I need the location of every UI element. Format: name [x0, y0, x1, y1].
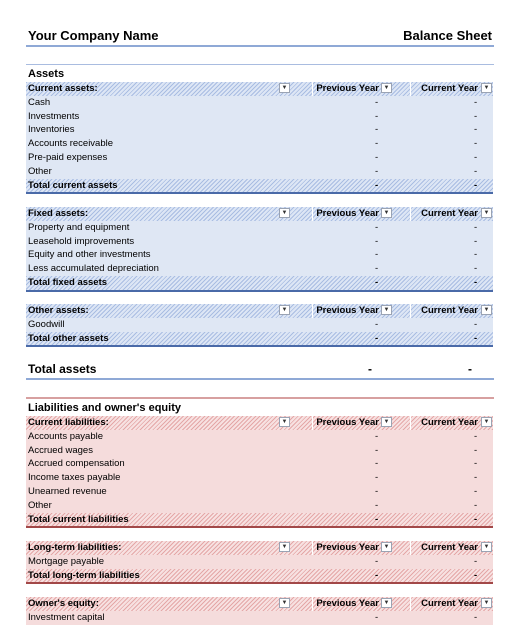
table-row	[26, 499, 493, 513]
previous-year-header-label: Previous Year	[316, 83, 379, 94]
previous-year-dropdown-icon[interactable]: ▼	[381, 305, 392, 315]
row-label[interactable]: Mortgage payable	[28, 555, 105, 567]
assets-section-title: Assets	[28, 68, 65, 80]
previous-year-cell[interactable]: -	[375, 458, 379, 470]
current-year-cell[interactable]: -	[474, 611, 478, 623]
row-label[interactable]: Other	[28, 165, 52, 177]
long-term-liabilities-table	[26, 541, 493, 584]
current-year-dropdown-icon[interactable]: ▼	[481, 542, 492, 552]
current-year-cell[interactable]: -	[474, 235, 478, 247]
column-filter-dropdown-icon[interactable]: ▼	[279, 208, 290, 218]
table-row	[26, 430, 493, 444]
table-row	[26, 137, 493, 151]
current-year-cell[interactable]: -	[474, 221, 478, 233]
previous-year-header-label: Previous Year	[316, 542, 379, 553]
table-row	[26, 485, 493, 499]
column-filter-dropdown-icon[interactable]: ▼	[279, 417, 290, 427]
row-label[interactable]: Investments	[28, 110, 80, 122]
table-row	[26, 248, 493, 262]
total-assets-previous[interactable]: -	[368, 362, 372, 376]
header-divider	[26, 45, 494, 47]
previous-year-header-label: Previous Year	[316, 305, 379, 316]
previous-year-dropdown-icon[interactable]: ▼	[381, 542, 392, 552]
row-label[interactable]: Other	[28, 499, 52, 511]
sheet-title[interactable]: Balance Sheet	[403, 28, 492, 43]
total-assets-row	[28, 360, 492, 378]
current-year-total-cell[interactable]: -	[474, 179, 478, 191]
current-year-total-cell[interactable]: -	[474, 276, 478, 288]
table-row	[26, 165, 493, 179]
table-row	[26, 221, 493, 235]
row-label[interactable]: Property and equipment	[28, 221, 130, 233]
current-year-header-label: Current Year	[421, 208, 478, 219]
current-year-dropdown-icon[interactable]: ▼	[481, 598, 492, 608]
row-label[interactable]: Income taxes payable	[28, 472, 121, 484]
previous-year-cell[interactable]: -	[375, 138, 379, 150]
owners-equity-table	[26, 597, 493, 625]
column-filter-dropdown-icon[interactable]: ▼	[279, 598, 290, 608]
previous-year-total-cell[interactable]: -	[375, 179, 379, 191]
current-year-header-label: Current Year	[421, 83, 478, 94]
table-row	[26, 611, 493, 625]
current-year-dropdown-icon[interactable]: ▼	[481, 417, 492, 427]
long-term-liabilities-total-label[interactable]: Total long-term liabilities	[28, 569, 140, 581]
current-year-cell[interactable]: -	[474, 499, 478, 511]
current-assets-total-row	[26, 179, 493, 195]
previous-year-cell[interactable]: -	[375, 221, 379, 233]
previous-year-dropdown-icon[interactable]: ▼	[381, 83, 392, 93]
table-row	[26, 444, 493, 458]
previous-year-cell[interactable]: -	[375, 96, 379, 108]
previous-year-dropdown-icon[interactable]: ▼	[381, 208, 392, 218]
owners-equity-header-row	[26, 597, 493, 611]
current-year-cell[interactable]: -	[474, 472, 478, 484]
previous-year-cell[interactable]: -	[375, 430, 379, 442]
table-row	[26, 123, 493, 137]
previous-year-cell[interactable]: -	[375, 124, 379, 136]
liabilities-top-divider	[26, 397, 494, 399]
row-label[interactable]: Accrued wages	[28, 444, 93, 456]
row-label[interactable]: Unearned revenue	[28, 485, 107, 497]
current-year-dropdown-icon[interactable]: ▼	[481, 208, 492, 218]
previous-year-total-cell[interactable]: -	[375, 332, 379, 344]
previous-year-cell[interactable]: -	[375, 318, 379, 330]
previous-year-cell[interactable]: -	[375, 499, 379, 511]
column-filter-dropdown-icon[interactable]: ▼	[279, 305, 290, 315]
previous-year-cell[interactable]: -	[375, 110, 379, 122]
row-label[interactable]: Less accumulated depreciation	[28, 263, 159, 275]
row-label[interactable]: Cash	[28, 96, 51, 108]
current-year-dropdown-icon[interactable]: ▼	[481, 305, 492, 315]
previous-year-cell[interactable]: -	[375, 485, 379, 497]
fixed-assets-total-label[interactable]: Total fixed assets	[28, 276, 108, 288]
previous-year-cell[interactable]: -	[375, 151, 379, 163]
row-label[interactable]: Accounts payable	[28, 430, 103, 442]
current-year-cell[interactable]: -	[474, 458, 478, 470]
table-row	[26, 457, 493, 471]
previous-year-cell[interactable]: -	[375, 472, 379, 484]
current-year-cell[interactable]: -	[474, 485, 478, 497]
current-year-cell[interactable]: -	[474, 430, 478, 442]
current-year-cell[interactable]: -	[474, 249, 478, 261]
row-label[interactable]: Inventories	[28, 124, 75, 136]
current-assets-total-label[interactable]: Total current assets	[28, 179, 118, 191]
current-year-header-label: Current Year	[421, 598, 478, 609]
current-liabilities-total-row	[26, 513, 493, 529]
row-label[interactable]: Investment capital	[28, 611, 105, 623]
row-label[interactable]: Pre-paid expenses	[28, 151, 108, 163]
page-header	[28, 24, 492, 46]
previous-year-header-label: Previous Year	[316, 208, 379, 219]
table-row	[26, 262, 493, 276]
previous-year-total-cell[interactable]: -	[375, 513, 379, 525]
current-year-header-label: Current Year	[421, 542, 478, 553]
current-year-cell[interactable]: -	[474, 444, 478, 456]
current-year-cell[interactable]: -	[474, 124, 478, 136]
other-assets-total-row	[26, 332, 493, 348]
fixed-assets-table	[26, 207, 493, 292]
company-name[interactable]: Your Company Name	[28, 28, 159, 43]
current-year-cell[interactable]: -	[474, 151, 478, 163]
row-label[interactable]: Equity and other investments	[28, 249, 151, 261]
long-term-liabilities-header-label: Long-term liabilities:	[28, 542, 122, 553]
other-assets-table	[26, 304, 493, 347]
current-year-total-cell[interactable]: -	[474, 513, 478, 525]
current-liabilities-total-label[interactable]: Total current liabilities	[28, 513, 129, 525]
row-label[interactable]: Goodwill	[28, 318, 65, 330]
long-term-liabilities-total-row	[26, 569, 493, 585]
assets-top-divider	[26, 64, 494, 65]
previous-year-total-cell[interactable]: -	[375, 276, 379, 288]
total-assets-label: Total assets	[28, 362, 97, 376]
other-assets-header-label: Other assets:	[28, 305, 89, 316]
current-year-header-label: Current Year	[421, 305, 478, 316]
previous-year-cell[interactable]: -	[375, 555, 379, 567]
current-year-cell[interactable]: -	[474, 555, 478, 567]
previous-year-cell[interactable]: -	[375, 249, 379, 261]
current-year-cell[interactable]: -	[474, 138, 478, 150]
current-year-cell[interactable]: -	[474, 110, 478, 122]
column-filter-dropdown-icon[interactable]: ▼	[279, 542, 290, 552]
liabilities-section-title: Liabilities and owner's equity	[28, 402, 181, 414]
current-year-cell[interactable]: -	[474, 165, 478, 177]
current-year-cell[interactable]: -	[474, 263, 478, 275]
previous-year-total-cell[interactable]: -	[375, 569, 379, 581]
current-year-total-cell[interactable]: -	[474, 332, 478, 344]
table-row	[26, 555, 493, 569]
fixed-assets-total-row	[26, 276, 493, 292]
table-row	[26, 110, 493, 124]
previous-year-cell[interactable]: -	[375, 165, 379, 177]
current-year-cell[interactable]: -	[474, 96, 478, 108]
total-assets-current[interactable]: -	[468, 362, 472, 376]
table-row	[26, 151, 493, 165]
previous-year-cell[interactable]: -	[375, 444, 379, 456]
total-assets-divider	[26, 378, 494, 380]
previous-year-cell[interactable]: -	[375, 235, 379, 247]
row-label[interactable]: Accrued compensation	[28, 458, 125, 470]
table-row	[26, 471, 493, 485]
row-label[interactable]: Leasehold improvements	[28, 235, 135, 247]
fixed-assets-header-row	[26, 207, 493, 221]
table-row	[26, 96, 493, 110]
other-assets-header-row	[26, 304, 493, 318]
current-liabilities-header-row	[26, 416, 493, 430]
table-row	[26, 318, 493, 332]
previous-year-header-label: Previous Year	[316, 417, 379, 428]
other-assets-total-label[interactable]: Total other assets	[28, 332, 109, 344]
long-term-liabilities-header-row	[26, 541, 493, 555]
current-year-header-label: Current Year	[421, 417, 478, 428]
row-label[interactable]: Accounts receivable	[28, 138, 114, 150]
current-liabilities-table	[26, 416, 493, 528]
current-liabilities-header-label: Current liabilities:	[28, 417, 109, 428]
current-year-total-cell[interactable]: -	[474, 569, 478, 581]
previous-year-dropdown-icon[interactable]: ▼	[381, 417, 392, 427]
table-row	[26, 235, 493, 249]
current-assets-header-label: Current assets:	[28, 83, 98, 94]
current-assets-table	[26, 82, 493, 194]
fixed-assets-header-label: Fixed assets:	[28, 208, 89, 219]
previous-year-dropdown-icon[interactable]: ▼	[381, 598, 392, 608]
owners-equity-header-label: Owner's equity:	[28, 598, 99, 609]
column-filter-dropdown-icon[interactable]: ▼	[279, 83, 290, 93]
current-year-cell[interactable]: -	[474, 318, 478, 330]
current-year-dropdown-icon[interactable]: ▼	[481, 83, 492, 93]
previous-year-cell[interactable]: -	[375, 611, 379, 623]
previous-year-cell[interactable]: -	[375, 263, 379, 275]
current-assets-header-row	[26, 82, 493, 96]
previous-year-header-label: Previous Year	[316, 598, 379, 609]
